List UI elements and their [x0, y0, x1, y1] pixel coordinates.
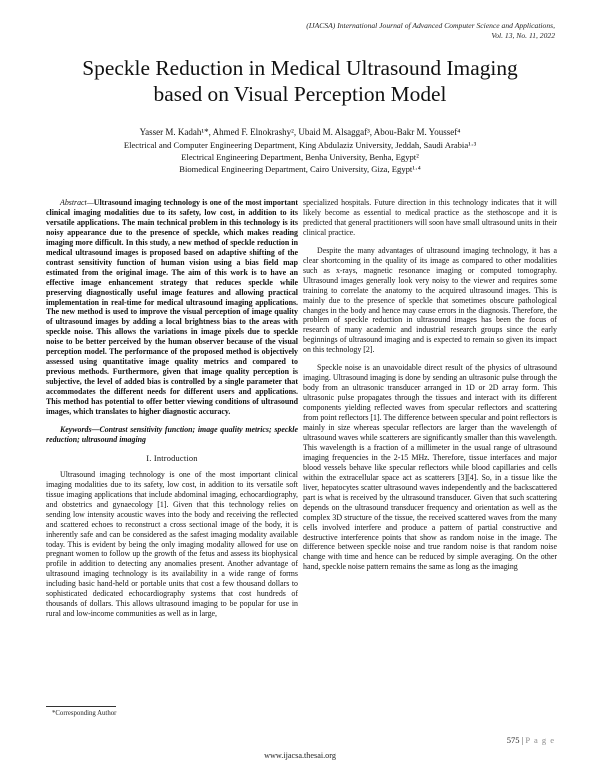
right-column: [303, 198, 557, 580]
page-number-separator: |: [521, 735, 524, 745]
journal-volume: Vol. 13, No. 11, 2022: [491, 30, 555, 40]
journal-header: [306, 21, 555, 40]
author-list: Yasser M. Kadah¹*, Ahmed F. Elnokrashy², Ubaid M. Alsaggaf³, Abou-Bakr M. Youssef⁴: [139, 127, 461, 137]
intro-paragraph-3: Speckle noise is an unavoidable direct result of the physics of ultrasound imaging. Ultrasound imaging is done by sending an ultrasonic pulse through the body from an ultrasonic transducer arranged in 1D or 2D array form. This ultrasonic pulse propagates through the tissues and interact with its different components yielding reflected waves from specular reflectors and scattering from point reflectors [1]. The difference between specular and point reflectors is mainly in size whereas specular reflectors are larger than the wavelength of ultrasound waves while scatterers are significantly smaller than this wavelength. This wavelength is a fraction of a millimeter in the usual range of ultrasound imaging frequencies in the 2-15 MHz. Therefore, tissue interfaces and major blood vessels behave like specular reflectors while blood capillaries and cells within the extracellular space act as scatterers [3][4]. So, in a tissue like the liver, hepatocytes scatter ultrasound waves independently and the backscattered part is what is received by the ultrasound transducer. Given that such scattering depends on the ultrasound transducer frequency and orientation as well as the complex 3D structure of the tissue, the received scattered waves from the many cells involved interfere and produce a pattern of partial constructive and destructive interference points that show as random noise in the image. The difference between speckle noise and true random noise is that random noise change with time and hence can be reduced by simple averaging. On the other hand, speckle noise pattern remains the same as long as the imaging: [303, 363, 557, 572]
page-number: [507, 735, 555, 745]
intro-paragraph-1-continued: specialized hospitals. Future direction in this technology indicates that it will likely become as essential to medical practice as the stethoscope and it is predicted that general practitioners will soon have small ultrasound units in their clinical practice.: [303, 198, 557, 237]
affiliations: [40, 139, 560, 175]
affiliation-1: Electrical and Computer Engineering Department, King Abdulaziz University, Jeddah, Saudi Arabia¹·³: [123, 140, 477, 150]
journal-url: www.ijacsa.thesai.org: [264, 751, 336, 760]
paper-title: [40, 55, 560, 107]
intro-paragraph-1: Ultrasound imaging technology is one of the most important clinical imaging modalities due to its safety, low cost, in addition to its versatile soft tissue imaging applications that include abdominal imaging, echocardiography, and obstetrics and gynaecology [1]. Given that this technology relies on sending low intensity acoustic waves into the body and receiving the reflected and scattered echoes to reconstruct a cross sectional image of the body, it is inherently safe and can be considered as the safest imaging modality available today. This is evident by being the only imaging modality allowed for use on pregnant women to follow up the growth of the fetus and assess its biophysical profile in addition to detecting any anomalies present. Another advantage of ultrasound imaging technology is its availability in a wide range of forms including basic hand-held or portable units that cost a few thousand dollars to sophisticated dedicated echocardiography systems that cost hundreds of thousands of dollars. This allows ultrasound imaging to be popular for use in rural and low-income communities as well as in large,: [46, 469, 298, 619]
corresponding-author-footnote: *Corresponding Author: [52, 710, 117, 717]
footnote-divider: [46, 706, 116, 707]
affiliation-3: Biomedical Engineering Department, Cairo University, Giza, Egypt¹·⁴: [179, 164, 421, 174]
affiliation-2: Electrical Engineering Department, Benha University, Benha, Egypt²: [181, 152, 419, 162]
abstract-text: Ultrasound imaging technology is one of the most important clinical imaging modalities due to its safety, low cost, in addition to its versatile applications. The main technical problem in this technology is its noisy appearance due to the presence of speckle, which makes reading imaging more difficult. In this study, a new method of speckle reduction in medical ultrasound images is proposed based on adaptive shifting of the contrast sensitivity function of human vision using a bias field map estimated from the original image. The aim of this work is to have an effective image enhancement strategy that reduces speckle while preserving diagnostically useful image features and allowing practical implementation in real-time for medical ultrasound imaging applications. The new method is used to improve the visual perception of image quality of ultrasound images by adding a local brightness bias to the areas with speckle noise. This allows the variations in image pixels due to speckle noise to be better perceived by the human observer because of the visual perception model. The performance of the proposed method is objectively assessed using quantitative image quality metrics and compared to previous methods. Furthermore, given that image quality perception is subjective, the level of added bias is controlled by a single parameter that accommodates the different needs for different users and applications. This method has potential to offer better viewing conditions of ultrasound images, which translates to higher diagnostic accuracy.: [46, 198, 298, 417]
left-column: [46, 198, 298, 625]
abstract-label: Abstract—: [60, 198, 94, 207]
section-heading-introduction: I. Introduction: [146, 453, 198, 463]
page-label: P a g e: [525, 735, 555, 745]
page-number-value: 575: [506, 735, 520, 745]
title-line-2: based on Visual Perception Model: [153, 82, 447, 106]
title-line-1: Speckle Reduction in Medical Ultrasound Imaging: [82, 56, 518, 80]
keywords: Keywords—Contrast sensitivity function; image quality metrics; speckle reduction; ultrasound imaging: [46, 424, 298, 444]
abstract: [46, 198, 298, 417]
intro-paragraph-2: Despite the many advantages of ultrasound imaging technology, it has a clear shortcoming in the quality of its image as compared to other modalities such as x-rays, magnetic resonance imaging or computed tomography. Ultrasound images generally look very noisy to the viewer and requires some training to correlate the anatomy to the acquired ultrasound images. This is mainly due to the presence of speckle that sometimes obscure pathological changes in the body and hence may cause errors in the diagnosis. Therefore, the problem of speckle reduction in ultrasound images has been the focus of research of many academic and industrial research groups since the early beginnings of ultrasound imaging and is expected to remain so given its impact on this technology [2].: [303, 245, 557, 355]
journal-name: (IJACSA) International Journal of Advanced Computer Science and Applications,: [306, 21, 555, 30]
